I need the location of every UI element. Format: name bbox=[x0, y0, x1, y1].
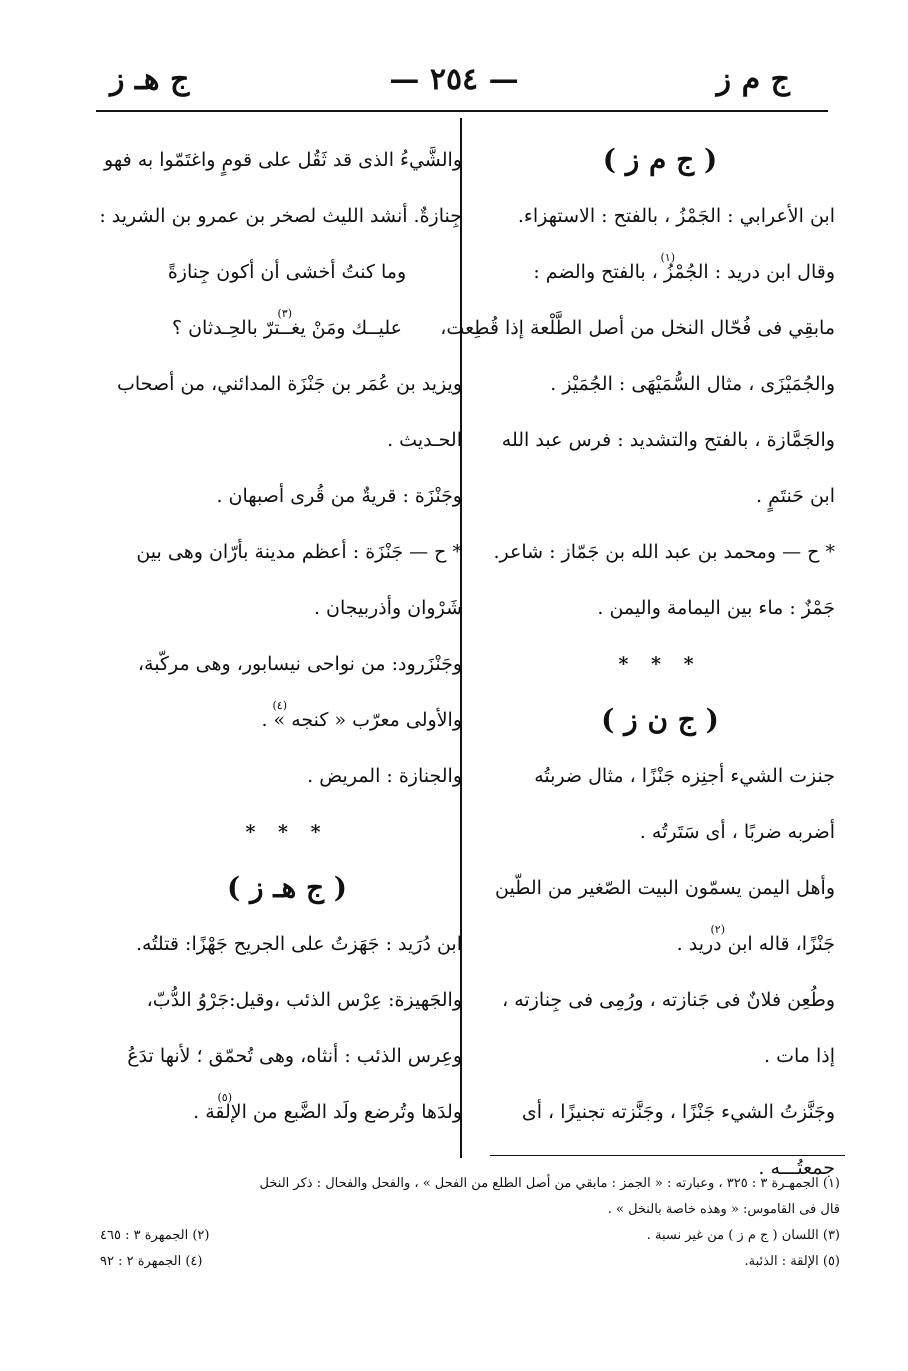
footnote-ref: (٣) bbox=[277, 307, 292, 320]
footnote-ref: (٤) bbox=[272, 699, 287, 712]
text-line bbox=[485, 252, 835, 308]
text-line-content: ولدَها وتُرضع ولَد الضَّبع من الإلقة . bbox=[193, 1101, 462, 1123]
footnote-5: (٥) الإلقة : الذئبة. bbox=[744, 1254, 840, 1269]
verse-line bbox=[112, 308, 462, 364]
text-line: جِنازةٌ. أنشد الليث لصخر بن عمرو بن الشريد : bbox=[99, 205, 462, 227]
text-line: جمعتُـــه . bbox=[758, 1157, 835, 1179]
text-line: ابن حَنتَمٍ . bbox=[755, 485, 835, 507]
text-line: ابن دُرَيد : جَهَزتُ على الجريح جَهْزًا: قتلتُه. bbox=[135, 933, 462, 955]
text-line: جنزت الشيء أجنِزه جَنْزًا ، مثال ضربتُه bbox=[534, 765, 835, 787]
header-root-right: ج م ز bbox=[716, 62, 790, 97]
text-line: أضربه ضربًا ، أى سَتَرتُه . bbox=[639, 821, 835, 843]
text-line: وجَنْزَة : قريةٌ من قُرى أصبهان . bbox=[216, 485, 462, 507]
header-rule bbox=[96, 110, 828, 112]
footnote-1: (١) الجمهـرة ٣ : ٣٢٥ ، وعبارته : « الجمز : مابقي من أصل الطلع من الفحل » ، والفحل والفحال : ذكر النخل bbox=[259, 1176, 840, 1191]
text-line: والجنازة : المريض . bbox=[307, 765, 462, 787]
footnote-1-cont: قال فى القاموس: « وهذه خاصة بالنخل » . bbox=[607, 1202, 840, 1217]
text-line: * ح — ومحمد بن عبد الله بن جَمّاز : شاعر. bbox=[493, 541, 835, 563]
text-line bbox=[112, 1092, 462, 1148]
footnote-ref: (٥) bbox=[217, 1091, 232, 1104]
verse-line-content: عليــك ومَنْ يغــترّ بالحِـدثان ؟ bbox=[171, 317, 403, 339]
page-number: — ٢٥٤ — bbox=[389, 62, 519, 97]
text-line: شَرْوان وأذربيجان . bbox=[313, 597, 462, 619]
footnote-3: (٣) اللسان ( ج م ز ) من غير نسبة . bbox=[646, 1228, 840, 1243]
text-line: إذا مات . bbox=[764, 1045, 835, 1067]
text-line: وأهل اليمن يسمّون البيت الصّغير من الطّين bbox=[495, 877, 835, 899]
separator-stars: * * * bbox=[618, 653, 702, 675]
text-line: وعِرس الذئب : أنثاه، وهى تُحمّق ؛ لأنها تدَعُ bbox=[127, 1045, 462, 1067]
text-line: والجَهيزة: عِرْس الذئب ،وقيل:جَرْوُ الدُّبّ، bbox=[146, 989, 462, 1011]
header-root-left: ج هـ ز bbox=[110, 62, 190, 97]
entry-heading-jnz: ( ج ن ز ) bbox=[601, 703, 719, 736]
text-line bbox=[485, 924, 835, 980]
text-line bbox=[112, 700, 462, 756]
right-column bbox=[440, 140, 835, 1204]
text-line: وجَنْزَرود: من نواحى نيسابور، وهى مركّبة، bbox=[137, 653, 462, 675]
text-line-content: وقال ابن دريد : الجُمْزُ ، بالفتح والضم : bbox=[533, 261, 835, 283]
text-line-content: والأولى معرّب « كنجه » . bbox=[261, 709, 462, 731]
text-line: وجَنَّزتُ الشيء جَنْزًا ، وجَنَّزته تجنيزًا ، أى bbox=[521, 1101, 835, 1123]
footnote-ref: (١) bbox=[660, 251, 675, 264]
text-line: والجَمَّازة ، بالفتح والتشديد : فرس عبد الله bbox=[501, 429, 835, 451]
footnote-row bbox=[100, 1250, 840, 1276]
text-line: * ح — جَنْزَة : أعظم مدينة بأرّان وهى بين bbox=[136, 541, 462, 563]
text-line: الحـديث . bbox=[387, 429, 462, 451]
separator-stars: * * * bbox=[245, 821, 329, 843]
left-column bbox=[99, 140, 462, 1148]
text-line: والشَّيءُ الذى قد ثَقُل على قومٍ واغتَمّوا به فهو bbox=[104, 149, 462, 171]
footnote-rule bbox=[490, 1155, 845, 1156]
text-line: وطُعِن فلانٌ فى جَنازته ، ورُمِى فى جِنازته ، bbox=[502, 989, 835, 1011]
text-line: مابقِي فى فُحّال النخل من أصل الطَّلْعة إذا قُطِعت، bbox=[440, 317, 835, 339]
text-line-content: جَنْزًا، قاله ابن دريد . bbox=[676, 933, 835, 955]
entry-heading-jmz: ( ج م ز ) bbox=[602, 143, 718, 176]
text-line: ويزيد بن عُمَر بن جَنْزَة المدائني، من أصحاب bbox=[117, 373, 462, 395]
text-line: جَمْزٌ : ماء بين اليمامة واليمن . bbox=[597, 597, 835, 619]
footnote-row bbox=[100, 1224, 840, 1250]
text-line: والجُمَيْزَى ، مثال السُّمَيْهَى : الجُمَيْز . bbox=[550, 373, 835, 395]
footnote-2: (٢) الجمهرة ٣ : ٤٦٥ bbox=[100, 1228, 210, 1243]
footnote-4: (٤) الجمهرة ٢ : ٩٢ bbox=[100, 1254, 203, 1269]
entry-heading-jhz: ( ج هـ ز ) bbox=[226, 871, 348, 904]
text-line: ابن الأعرابي : الجَمْزُ ، بالفتح : الاستهزاء. bbox=[517, 205, 835, 227]
footnote-ref: (٢) bbox=[710, 923, 725, 936]
verse-line: وما كنتُ أخشى أن أكون جِنازةً bbox=[167, 261, 407, 283]
footnotes bbox=[100, 1172, 840, 1276]
